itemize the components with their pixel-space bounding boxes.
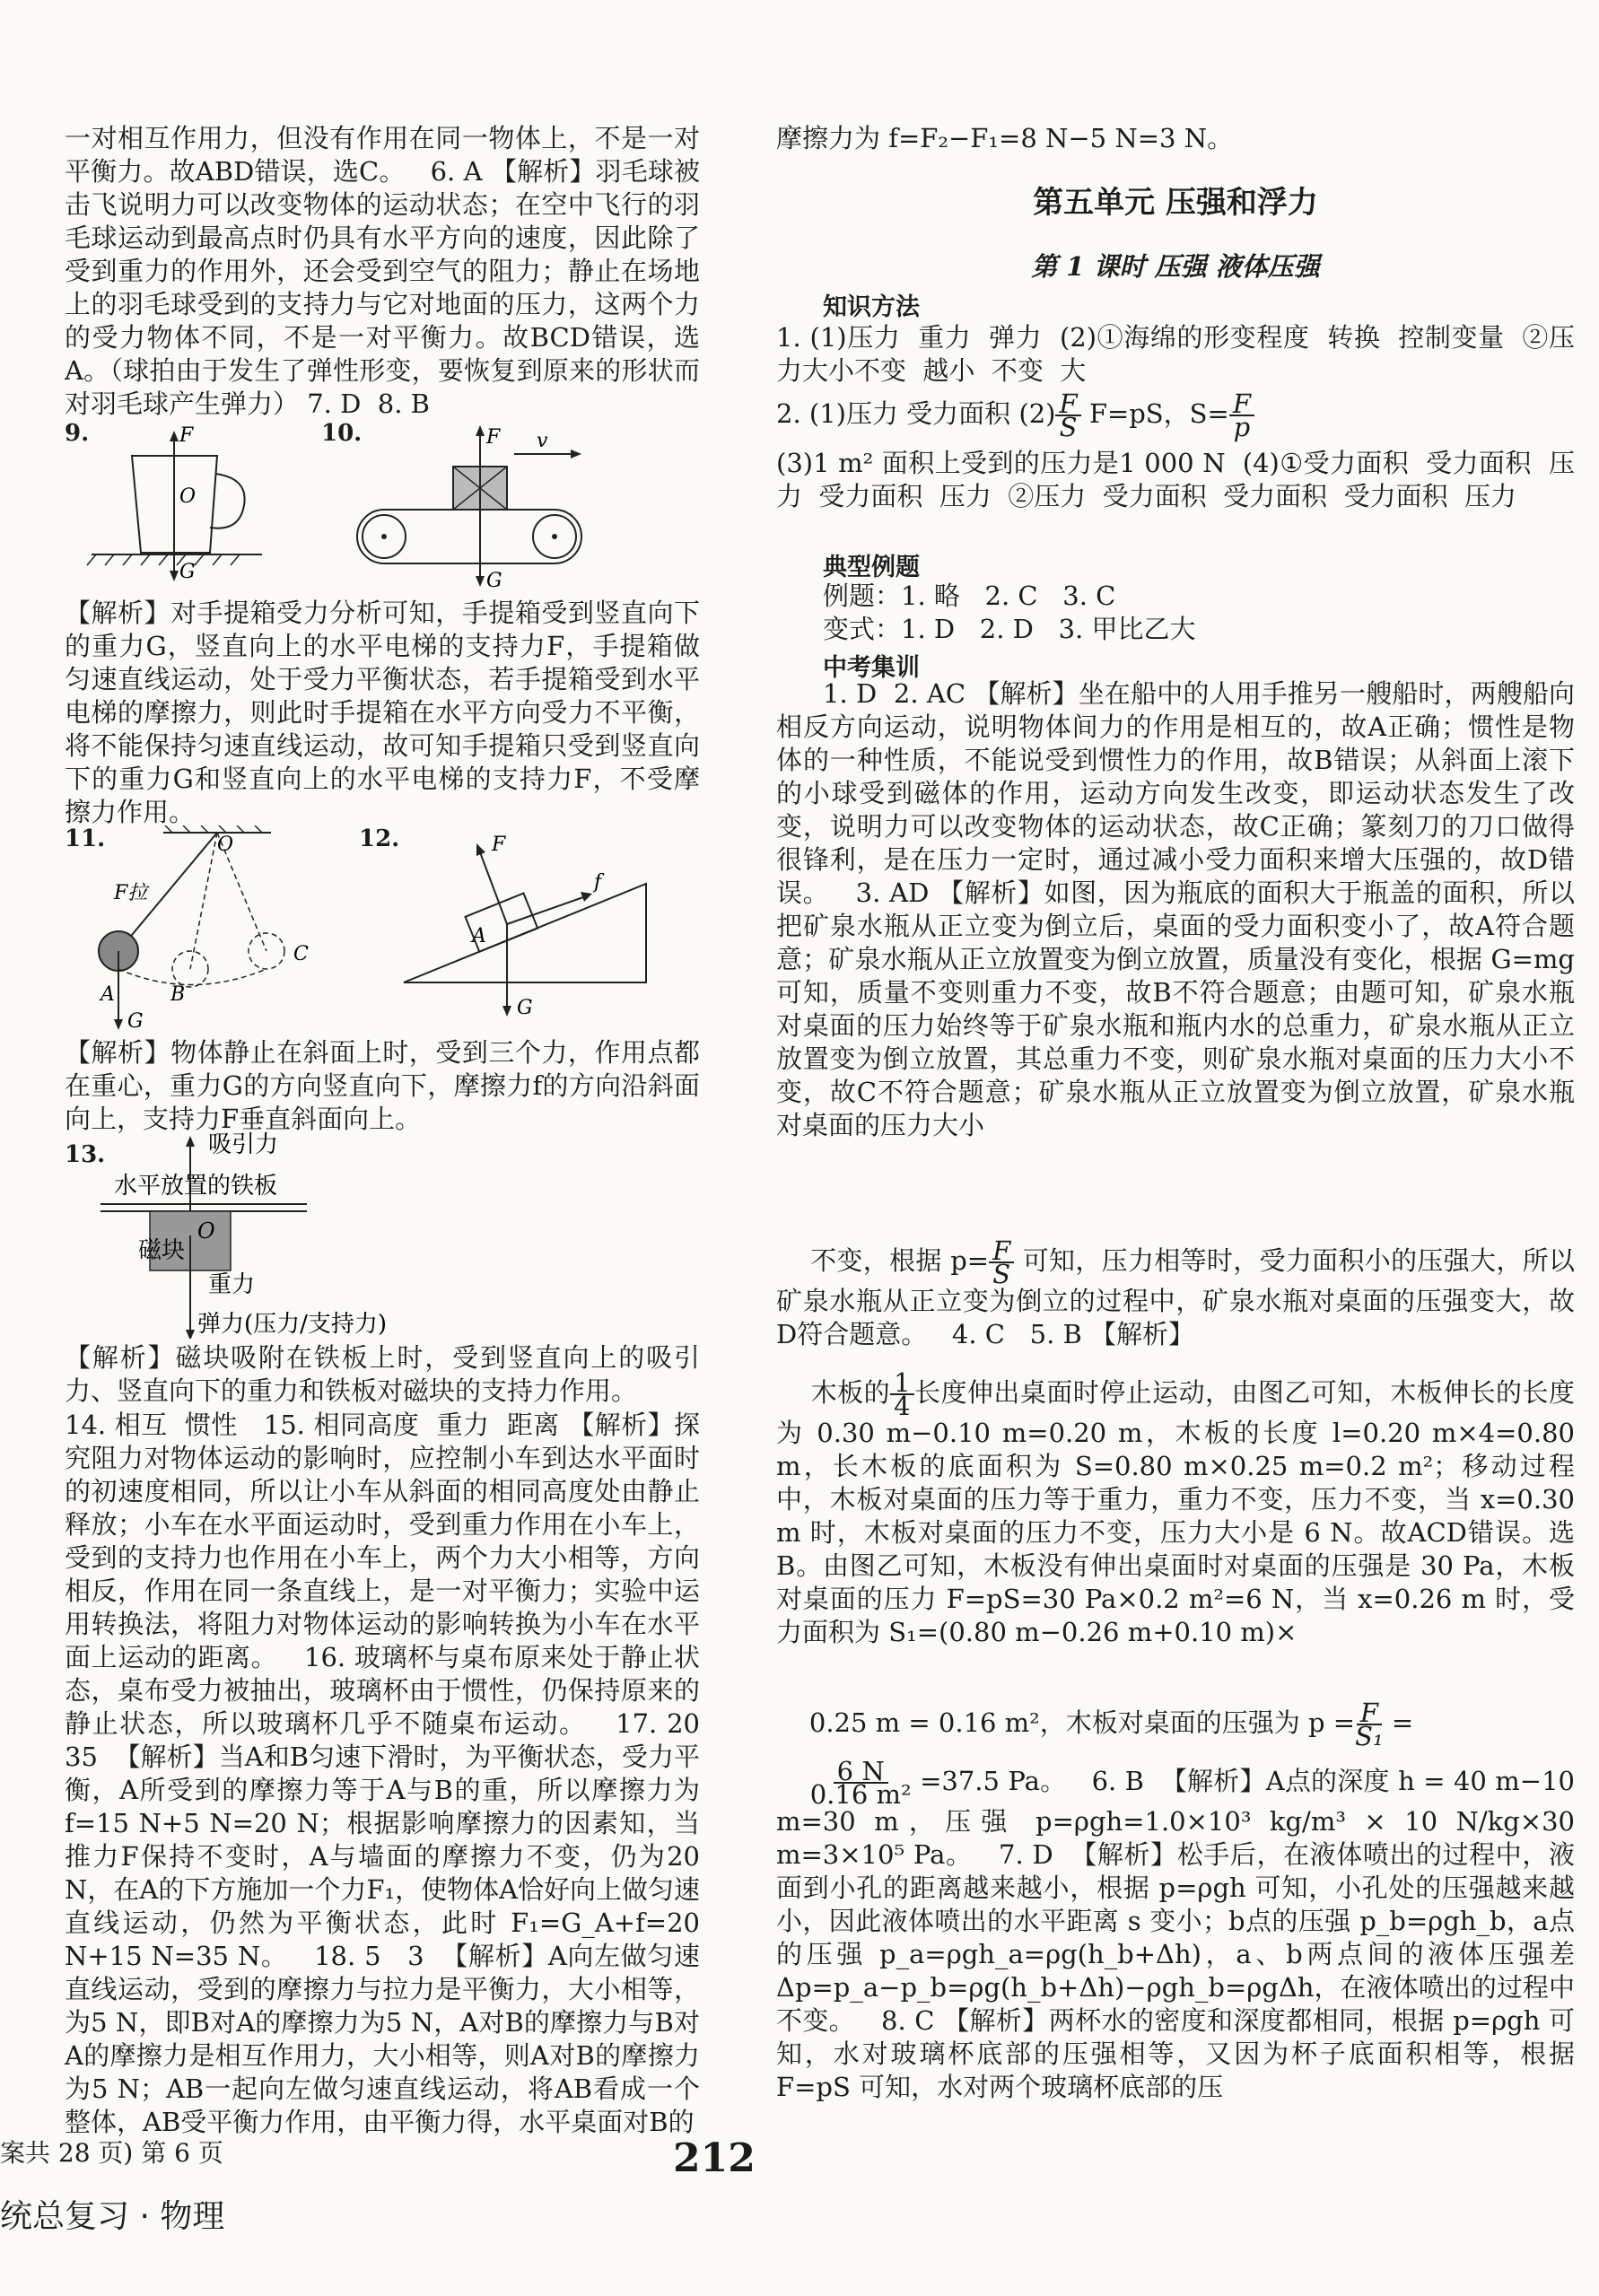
figure-12 bbox=[359, 825, 655, 1027]
examples-line-2: 变式：1. D 2. D 3. 甲比乙大 bbox=[823, 614, 1196, 644]
magnet-force-diagram bbox=[65, 1132, 477, 1339]
figure-9 bbox=[65, 420, 289, 581]
figure-13 bbox=[65, 1132, 477, 1339]
page-number: 212 bbox=[673, 2135, 756, 2181]
fig12-F: F bbox=[492, 834, 506, 856]
figure-10-label: 10. bbox=[321, 420, 363, 447]
examples-line-1: 例题：1. 略 2. C 3. C bbox=[823, 581, 1116, 611]
lesson-title: 第 1 课时 压强 液体压强 bbox=[1031, 251, 1320, 282]
fraction-6N-over-area: $\frac{6 N}{\text{0.16 m²}}$ bbox=[809, 1756, 912, 1810]
fig12-A: A bbox=[472, 925, 486, 947]
fig13-O: O bbox=[197, 1218, 215, 1244]
figure-9-label: 9. bbox=[65, 420, 90, 447]
fig9-O: O bbox=[179, 485, 197, 508]
exam-answers-1-3: 1. D 2. AC 【解析】坐在船中的人用手推另一艘船时，两艘船向相反方向运动，说明物体间力的作用是相互的，故A正确；惯性是物体的一种性质，不能说受到惯性力的作用，故B错误；从斜面上滚下的小球受到磁体的作用，运动方向发生改变，即运动状态发生了改变，说明力可以改变物体的运动状态，故C正确；篆刻刀的刀口做得很锋利，是在压力一定时，通过减小受力面积来增大压强的，故D错误。 3. AD 【解析】如图，因为瓶底的面积大于瓶盖的面积，所以把矿泉水瓶从正立变为倒立后，桌面的受力面积变小了，故A符合题意；矿泉水瓶从正立放置变为倒立放置，质量没有变化，根据 G=mg 可知，质量不变则重力不变，故B不符合题意；由题可知，矿泉水瓶对桌面的压力始终等于矿泉水瓶和瓶内水的总重力，矿泉水瓶从正立放置变为倒立放置，其总重力不变，则矿泉水瓶对桌面的压力大小不变，故C不符合题意；矿泉水瓶从正立放置变为倒立放置，矿泉水瓶对桌面的压力大小 bbox=[776, 678, 1584, 1140]
fig13-magnet: 磁块 bbox=[138, 1237, 186, 1264]
fig13-elastic: 弹力(压力/支持力) bbox=[197, 1311, 388, 1338]
knowledge-1: 1. (1)压力 重力 弹力 (2)①海绵的形变程度 转换 控制变量 ②压力大小不变 越小 不变 大 bbox=[776, 322, 1575, 386]
k2-text-a: 2. (1)压力 受力面积 (2) bbox=[776, 398, 1056, 429]
figure-11-label: 11. bbox=[65, 825, 106, 852]
fraction-F-over-S: $\frac{F}{S}$ bbox=[1055, 393, 1080, 438]
figure-12-label: 12. bbox=[359, 825, 400, 852]
answer-intro: 一对相互作用力，但没有作用在同一物体上，不是一对平衡力。故ABD错误，选C。 6. A 【解析】羽毛球被击飞说明力可以改变物体的运动状态；在空中飞行的羽毛球运动到最高点时仍具有水平方向的速度，因此除了受到重力的作用外，还会受到空气的阻力；静止在场地上的羽毛球受到的支持力与它对地面的压力，这两个力的受力物体不同，不是一对平衡力。故BCD错误，选A。（球拍由于发生了弹性形变，要恢复到原来的形状而对羽毛球产生弹力） 7. D 8. B bbox=[65, 123, 700, 419]
section-examples: 典型例题 bbox=[823, 554, 920, 581]
answers-14-18: 14. 相互 惯性 15. 相同高度 重力 距离 【解析】探究阻力对物体运动的影响时，应控制小车到达水平面时的初速度相同，所以让小车从斜面的相同高度处由静止释放；小车在水平面运动时，受到重力作用在小车上，受到的支持力也作用在小车上，两个力大小相等，方向相反，作用在同一条直线上，是一对平衡力；实验中运用转换法，将阻力对物体运动的影响转换为小车在水平面上运动的距离。 16. 玻璃杯与桌布原来处于静止状态，桌布受力被抽出，玻璃杯由于惯性，仍保持原来的静止状态，所以玻璃杯几乎不随桌布运动。 17. 20 35 【解析】当A和B匀速下滑时，为平衡状态，受力平衡，A所受到的摩擦力等于A与B的重，所以摩擦力为 f=15 N+5 N=20 N；根据影响摩擦力的因素知，当推力F保持不变时，A与墙面的摩擦力不变，仍为20 N，在A的下方施加一个力F₁，使物体A恰好向上做匀速直线运动，仍然为平衡状态，此时 F₁=G_A+f=20 N+15 N=35 N。 18. 5 3 【解析】A向左做匀速直线运动，受到的摩擦力与拉力是平衡力，大小相等，为5 N，即B对A的摩擦力为5 N，A对B的摩擦力与B对A的摩擦力是相互作用力，大小相等，则A对B的摩擦力为5 N；AB一起向左做匀速直线运动，将AB看成一个整体，AB受平衡力作用，由平衡力得，水平桌面对B的 bbox=[65, 1410, 725, 2137]
fig10-v: v bbox=[537, 430, 548, 452]
fig11-B: B bbox=[170, 983, 186, 1006]
k2-text-b: F=pS，S= bbox=[1080, 398, 1229, 429]
incline-force-diagram bbox=[359, 825, 664, 1027]
fig11-O: O bbox=[217, 834, 234, 856]
answer-13-analysis: 【解析】磁块吸附在铁板上时，受到竖直向上的吸引力、竖直向下的重力和铁板对磁块的支持力作用。 bbox=[65, 1342, 700, 1406]
fig11-A: A bbox=[100, 983, 115, 1006]
section-exam-training: 中考集训 bbox=[823, 654, 920, 682]
fig13-plate: 水平放置的铁板 bbox=[114, 1173, 278, 1200]
figure-10 bbox=[321, 420, 617, 590]
fig9-F: F bbox=[179, 424, 194, 447]
fraction-one-quarter: $\frac{1}{4}$ bbox=[890, 1372, 913, 1417]
fraction-F-over-p: $\frac{F}{p}$ bbox=[1229, 393, 1254, 438]
fig11-G: G bbox=[127, 1010, 144, 1032]
answer-10-analysis: 【解析】对手提箱受力分析可知，手提箱受到竖直向下的重力G，竖直向上的水平电梯的支持力F，手提箱做匀速直线运动，处于受力平衡状态，若手提箱受到水平电梯的摩擦力，则此时手提箱在水平方向受力不平衡，将不能保持匀速直线运动，故可知手提箱只受到竖直向下的重力G和竖直向上的水平电梯的支持力F，不受摩擦力作用。 bbox=[65, 598, 700, 827]
fig11-F: F拉 bbox=[114, 882, 148, 904]
knowledge-2 bbox=[776, 388, 1575, 442]
unit-title: 第五单元 压强和浮力 bbox=[1033, 185, 1318, 221]
book-title: 统总复习 · 物理 bbox=[0, 2198, 225, 2235]
fig9-G: G bbox=[179, 561, 196, 581]
pendulum-force-diagram bbox=[65, 825, 343, 1032]
fraction-F-over-S1: $\frac{F}{\text{S₁}}$ bbox=[1355, 1698, 1384, 1751]
fig11-C: C bbox=[293, 943, 309, 965]
figure-11 bbox=[65, 825, 334, 1032]
exam-answers-3-end: 不变，根据 p= $\frac{F}{S}$ 可知，压力相等时，受力面积小的压强大，所以矿泉水瓶从正立变为倒立的过程中，矿泉水瓶对桌面的压强变大，故D符合题意。 4. C 5. B 【解析】 bbox=[776, 1235, 1575, 1349]
answer-12-analysis: 【解析】物体静止在斜面上时，受到三个力，作用点都在重心，重力G的方向竖直向下，摩擦力f的方向沿斜面向上，支持力F垂直斜面向上。 bbox=[65, 1037, 700, 1134]
exam-answers-5-8: $\frac{6 N}{\text{0.16 m²}}$ =37.5 Pa。 6. B 【解析】A点的深度 h = 40 m−10 m=30 m，压强 p=ρgh=1.0×10³ kg/m³ × 10 N/kg×30 m=3×10⁵ Pa。 7. D 【解析】松手后，在液体喷出的过程中，液面到小孔的距离越来越小，根据 p=ρgh 可知，小孔处的压强越来越小，因此液体喷出的水平距离 s 变小；b点的压强 p_b=ρgh_b，a点的压强 p_a=ρgh_a=ρg(h_b+Δh)，a、b两点间的液体压强差 Δp=p_a−p_b=ρg(h_b+Δh)−ρgh_b=ρgΔh，在液体喷出的过程中不变。 8. C 【解析】两杯水的密度和深度都相同，根据 p=ρgh 可知，水对玻璃杯底部的压强相等，又因为杯子底面积相等，根据 F=pS 可知，水对两个玻璃杯底部的压 bbox=[776, 1756, 1584, 2102]
fraction-F-over-S-2: $\frac{F}{S}$ bbox=[989, 1240, 1014, 1285]
page-footer-left: 案共 28 页) 第 6 页 bbox=[0, 2138, 223, 2168]
cup-force-diagram bbox=[65, 420, 289, 581]
exam-answer-5: 木板的 $\frac{1}{4}$ 长度伸出桌面时停止运动，由图乙可知，木板伸长的长度为 0.30 m−0.10 m=0.20 m，木板的长度 l=0.20 m×4=0.80 m，长木板的底面积为 S=0.80 m×0.25 m=0.2 m²；移动过程中，木板对桌面的压力等于重力，重力不变，压力不变，当 x=0.30 m 时，木板对桌面的压力不变，压力大小是 6 N。故ACD错误。选B。由图乙可知，木板没有伸出桌面时对桌面的压强是 30 Pa，木板对桌面的压力 F=pS=30 Pa×0.2 m²=6 N，当 x=0.26 m 时，受力面积为 S₁=(0.80 m−0.26 m+0.10 m)× bbox=[776, 1367, 1584, 1647]
answer-18-end: 摩擦力为 f=F₂−F₁=8 N−5 N=3 N。 bbox=[776, 123, 1234, 153]
fig12-G: G bbox=[517, 997, 533, 1019]
fig13-gravity: 重力 bbox=[208, 1271, 256, 1298]
conveyor-force-diagram bbox=[321, 420, 617, 590]
exam-answer-5-pressure: 0.25 m = 0.16 m²，木板对桌面的压强为 p = $\frac{F}{\text{S₁}}$ = bbox=[808, 1698, 1414, 1751]
section-knowledge: 知识方法 bbox=[823, 293, 920, 321]
figure-13-label: 13. bbox=[65, 1141, 106, 1168]
knowledge-3: (3)1 m² 面积上受到的压力是1 000 N (4)①受力面积 受力面积 压力 受力面积 压力 ②压力 受力面积 受力面积 受力面积 压力 bbox=[776, 448, 1575, 511]
fig10-F: F bbox=[486, 426, 501, 449]
fig10-G: G bbox=[486, 570, 502, 590]
fig12-f: f bbox=[594, 871, 602, 894]
fig13-attract: 吸引力 bbox=[208, 1132, 279, 1158]
